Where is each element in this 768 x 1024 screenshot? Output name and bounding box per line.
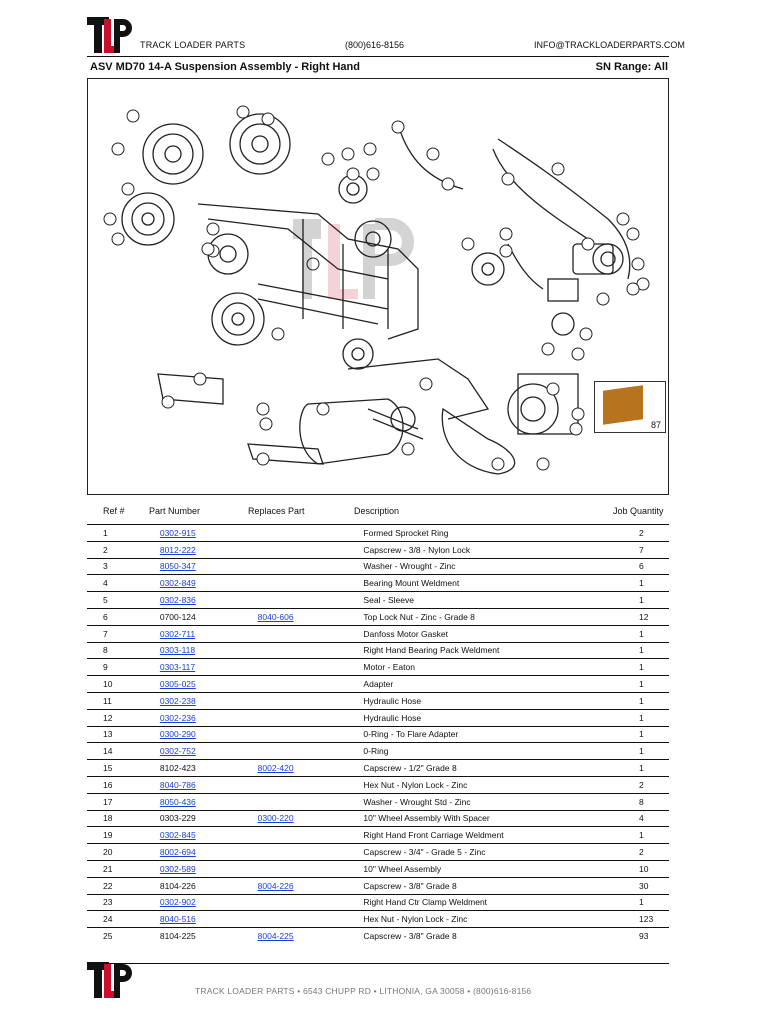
quantity-cell: 8: [629, 793, 669, 810]
part-number-link[interactable]: 0302-849: [159, 578, 196, 589]
description-cell: Capscrew - 3/8" Grade 8: [363, 877, 629, 894]
ref-cell: 23: [87, 894, 160, 911]
ref-cell: 20: [87, 844, 160, 861]
table-row: [87, 776, 669, 793]
table-row: [87, 592, 669, 609]
quantity-cell: 1: [629, 625, 669, 642]
part-number-link[interactable]: 0302-236: [159, 712, 196, 723]
quantity-cell: 6: [629, 558, 669, 575]
part-number-cell: 0700-124: [160, 608, 258, 625]
part-number-cell: [160, 659, 258, 676]
part-number-link[interactable]: 0303-117: [159, 662, 196, 673]
part-number-link[interactable]: 0302-915: [159, 527, 196, 538]
sn-range: SN Range: All: [595, 61, 668, 73]
ref-cell: 15: [87, 760, 160, 777]
description-cell: Right Hand Ctr Clamp Weldment: [363, 894, 629, 911]
part-number-link[interactable]: 0302-711: [159, 628, 196, 639]
part-number-cell: [160, 776, 258, 793]
part-number-link[interactable]: 0302-752: [159, 746, 196, 757]
part-number-cell: [160, 726, 258, 743]
quantity-cell: 10: [629, 860, 669, 877]
part-number-cell: [160, 575, 258, 592]
replaces-part-cell: [258, 575, 364, 592]
table-row: [87, 911, 669, 928]
quantity-cell: 1: [629, 726, 669, 743]
footer-address: TRACK LOADER PARTS • 6543 CHUPP RD • LITHONIA, GA 30058 • (800)616-8156: [195, 986, 532, 996]
quantity-cell: 123: [629, 911, 669, 928]
replaces-part-cell: [258, 726, 364, 743]
ref-cell: 6: [87, 608, 160, 625]
quantity-cell: 1: [629, 642, 669, 659]
part-number-link[interactable]: 0302-589: [159, 863, 196, 874]
ref-cell: 9: [87, 659, 160, 676]
replaces-part-cell: [258, 793, 364, 810]
description-cell: Capscrew - 3/8" Grade 8: [363, 928, 629, 944]
description-cell: Right Hand Bearing Pack Weldment: [363, 642, 629, 659]
description-cell: Formed Sprocket Ring: [363, 525, 629, 542]
replaces-part-cell: [258, 894, 364, 911]
part-number-link[interactable]: 0302-836: [159, 595, 196, 606]
description-cell: Washer - Wrought Std - Zinc: [363, 793, 629, 810]
footer-divider: [87, 963, 669, 964]
table-row: [87, 827, 669, 844]
table-row: [87, 726, 669, 743]
table-row: [87, 743, 669, 760]
ref-cell: 7: [87, 625, 160, 642]
ref-cell: 12: [87, 709, 160, 726]
replaces-part-link[interactable]: 0300-220: [257, 813, 294, 824]
description-cell: Seal - Sleeve: [363, 592, 629, 609]
part-number-cell: [160, 692, 258, 709]
table-row: [87, 760, 669, 777]
replaces-part-cell: [258, 541, 364, 558]
replaces-part-cell: [258, 760, 364, 777]
part-number-cell: [160, 844, 258, 861]
header-job-quantity: Job Quantity: [613, 506, 664, 516]
part-number-link[interactable]: 8040-516: [159, 914, 196, 925]
description-cell: 10" Wheel Assembly With Spacer: [363, 810, 629, 827]
ref-cell: 14: [87, 743, 160, 760]
part-number-link[interactable]: 0300-290: [159, 729, 196, 740]
table-row: [87, 709, 669, 726]
part-number-link[interactable]: 8040-786: [159, 779, 196, 790]
kit-box-label: 87: [650, 420, 661, 430]
replaces-part-cell: [258, 692, 364, 709]
ref-cell: 25: [87, 928, 160, 944]
part-number-cell: [160, 676, 258, 693]
quantity-cell: 93: [629, 928, 669, 944]
quantity-cell: 1: [629, 676, 669, 693]
table-row: [87, 575, 669, 592]
replaces-part-cell: [258, 709, 364, 726]
quantity-cell: 1: [629, 575, 669, 592]
quantity-cell: 30: [629, 877, 669, 894]
ref-cell: 21: [87, 860, 160, 877]
table-row: [87, 642, 669, 659]
replaces-part-cell: [258, 911, 364, 928]
header-divider: [87, 56, 669, 57]
description-cell: Top Lock Nut - Zinc - Grade 8: [363, 608, 629, 625]
part-number-link[interactable]: 8002-694: [159, 847, 196, 858]
replaces-part-cell: [258, 625, 364, 642]
quantity-cell: 1: [629, 743, 669, 760]
part-number-link[interactable]: 0302-845: [159, 830, 196, 841]
quantity-cell: 2: [629, 776, 669, 793]
email-address: INFO@TRACKLOADERPARTS.COM: [534, 40, 685, 50]
replaces-part-cell: [258, 827, 364, 844]
table-row: [87, 525, 669, 542]
company-name: TRACK LOADER PARTS: [140, 40, 246, 50]
table-row: [87, 608, 669, 625]
ref-cell: 3: [87, 558, 160, 575]
part-number-link[interactable]: 0303-118: [159, 645, 196, 656]
ref-cell: 4: [87, 575, 160, 592]
replaces-part-cell: [258, 860, 364, 877]
quantity-cell: 1: [629, 692, 669, 709]
quantity-cell: 1: [629, 827, 669, 844]
company-logo: [87, 17, 133, 55]
quantity-cell: 1: [629, 760, 669, 777]
part-number-cell: [160, 860, 258, 877]
table-row: [87, 659, 669, 676]
parts-diagram: [87, 78, 669, 495]
part-number-link[interactable]: 8050-347: [159, 561, 196, 572]
header-ref: Ref #: [103, 506, 125, 516]
replaces-part-cell: [258, 608, 364, 625]
description-cell: Right Hand Front Carriage Weldment: [363, 827, 629, 844]
replaces-part-link[interactable]: 8040-606: [257, 611, 294, 622]
quantity-cell: 4: [629, 810, 669, 827]
part-number-link[interactable]: 0305-025: [159, 679, 196, 690]
phone-number: (800)616-8156: [345, 40, 405, 50]
description-cell: 0-Ring: [363, 743, 629, 760]
table-row: [87, 676, 669, 693]
replaces-part-link[interactable]: 8002-420: [257, 763, 294, 774]
description-cell: Bearing Mount Weldment: [363, 575, 629, 592]
description-cell: Capscrew - 3/8 - Nylon Lock: [363, 541, 629, 558]
replaces-part-link[interactable]: 8004-225: [257, 931, 294, 942]
replaces-part-cell: [258, 558, 364, 575]
part-number-cell: [160, 642, 258, 659]
part-number-cell: [160, 709, 258, 726]
part-number-cell: 8104-226: [160, 877, 258, 894]
quantity-cell: 1: [629, 592, 669, 609]
replaces-part-cell: [258, 642, 364, 659]
part-number-cell: [160, 525, 258, 542]
kit-box-87: [594, 381, 666, 433]
description-cell: Danfoss Motor Gasket: [363, 625, 629, 642]
exploded-view-drawing: [88, 79, 668, 494]
table-row: [87, 541, 669, 558]
ref-cell: 11: [87, 692, 160, 709]
replaces-part-cell: [258, 776, 364, 793]
part-number-cell: 0303-229: [160, 810, 258, 827]
description-cell: Washer - Wrought - Zinc: [363, 558, 629, 575]
part-number-link[interactable]: 8050-436: [159, 796, 196, 807]
description-cell: Capscrew - 3/4" - Grade 5 - Zinc: [363, 844, 629, 861]
quantity-cell: 2: [629, 844, 669, 861]
table-row: [87, 894, 669, 911]
ref-cell: 22: [87, 877, 160, 894]
part-number-cell: [160, 743, 258, 760]
replaces-part-cell: [258, 877, 364, 894]
table-row: [87, 860, 669, 877]
quantity-cell: 1: [629, 659, 669, 676]
table-row: [87, 844, 669, 861]
part-number-cell: [160, 558, 258, 575]
ref-cell: 24: [87, 911, 160, 928]
part-number-cell: [160, 541, 258, 558]
replaces-part-cell: [258, 659, 364, 676]
table-row: [87, 793, 669, 810]
quantity-cell: 1: [629, 894, 669, 911]
part-number-cell: [160, 911, 258, 928]
table-row: [87, 928, 669, 944]
table-row: [87, 877, 669, 894]
description-cell: Capscrew - 1/2" Grade 8: [363, 760, 629, 777]
description-cell: Hydraulic Hose: [363, 709, 629, 726]
replaces-part-cell: [258, 676, 364, 693]
quantity-cell: 2: [629, 525, 669, 542]
replaces-part-link[interactable]: 8004-226: [257, 880, 294, 891]
part-number-cell: 8104-225: [160, 928, 258, 944]
ref-cell: 10: [87, 676, 160, 693]
parts-table-body: [87, 525, 669, 944]
part-number-link[interactable]: 0302-902: [159, 897, 196, 908]
quantity-cell: 7: [629, 541, 669, 558]
ref-cell: 18: [87, 810, 160, 827]
table-row: [87, 810, 669, 827]
description-cell: Hex Nut - Nylon Lock - Zinc: [363, 911, 629, 928]
quantity-cell: 1: [629, 709, 669, 726]
footer-logo: [87, 962, 133, 1002]
replaces-part-cell: [258, 928, 364, 944]
table-row: [87, 625, 669, 642]
ref-cell: 19: [87, 827, 160, 844]
description-cell: Adapter: [363, 676, 629, 693]
ref-cell: 5: [87, 592, 160, 609]
replaces-part-cell: [258, 844, 364, 861]
header-replaces-part: Replaces Part: [248, 506, 305, 516]
part-number-cell: [160, 625, 258, 642]
part-number-cell: [160, 592, 258, 609]
header-part-number: Part Number: [149, 506, 201, 516]
ref-cell: 1: [87, 525, 160, 542]
ref-cell: 17: [87, 793, 160, 810]
parts-table: [87, 524, 669, 944]
replaces-part-cell: [258, 743, 364, 760]
description-cell: Motor - Eaton: [363, 659, 629, 676]
part-number-cell: [160, 827, 258, 844]
replaces-part-cell: [258, 592, 364, 609]
replaces-part-cell: [258, 810, 364, 827]
description-cell: Hex Nut - Nylon Lock - Zinc: [363, 776, 629, 793]
description-cell: 0-Ring - To Flare Adapter: [363, 726, 629, 743]
header-description: Description: [354, 506, 400, 516]
table-row: [87, 692, 669, 709]
table-row: [87, 558, 669, 575]
part-number-cell: 8102-423: [160, 760, 258, 777]
ref-cell: 16: [87, 776, 160, 793]
description-cell: 10" Wheel Assembly: [363, 860, 629, 877]
quantity-cell: 12: [629, 608, 669, 625]
ref-cell: 13: [87, 726, 160, 743]
description-cell: Hydraulic Hose: [363, 692, 629, 709]
part-number-link[interactable]: 8012-222: [159, 544, 196, 555]
page-title: ASV MD70 14-A Suspension Assembly - Right Hand: [90, 61, 360, 73]
part-number-link[interactable]: 0302-238: [159, 695, 196, 706]
ref-cell: 2: [87, 541, 160, 558]
ref-cell: 8: [87, 642, 160, 659]
part-number-cell: [160, 793, 258, 810]
replaces-part-cell: [258, 525, 364, 542]
part-number-cell: [160, 894, 258, 911]
